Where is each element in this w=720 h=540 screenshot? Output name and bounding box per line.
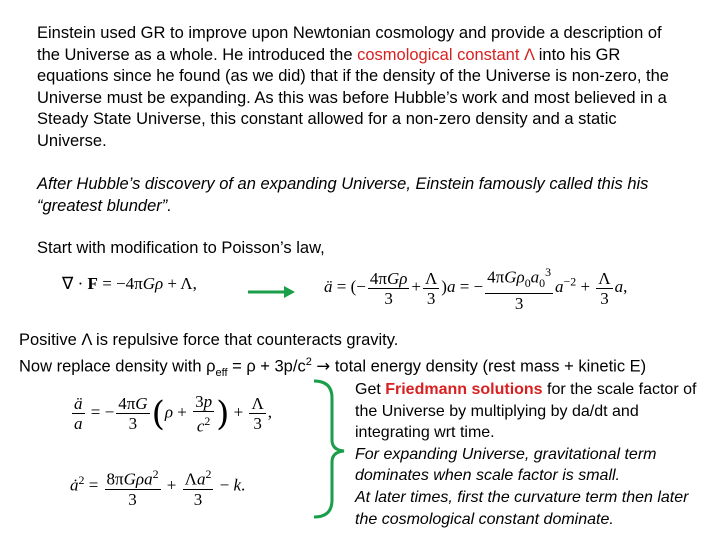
repulsive-force-line: Positive Λ is repulsive force that counteracts gravity. [19,331,399,349]
cosmological-constant-highlight: cosmological constant Λ [357,45,535,64]
arrow-icon [248,285,296,299]
intro-paragraph [37,23,677,152]
friedmann-solutions-highlight: Friedmann solutions [385,381,543,398]
small-scale-note: For expanding Universe, gravitational term dominates when scale factor is small. [355,445,657,485]
later-times-note: At later times, first the curvature term then later the cosmological constant dominate. [355,488,689,528]
poisson-intro: Start with modification to Poisson’s law, [37,239,325,257]
effective-density-line: Now replace density with $\rho_{eff} = \rho + 3p/c^2$ → total energy density (rest mass + kinetic E) [19,355,647,379]
bracket-icon [310,378,350,520]
repulsive-force-paragraph [19,330,646,384]
friedmann-velocity-equation: $ȧ^2$ = $\frac{8\pi G\rho a^2}{3}$ + $\frac{\Lambda a^2}{3}$ − k. [70,467,246,509]
poisson-equation: ∇ · F = −4πGρ + Λ, [62,274,197,293]
intro-text-continued: into his GR equations since he found (as we did) that if the density of the Universe is non-zero, the Universe must be expanding. As this was before Hubble’s work and most believed in a Steady State Universe, this constant allowed for a non-zero density and a static Universe. [37,45,669,150]
right-arrow-icon: → [316,356,331,375]
friedmann-acceleration-equation: $\frac{ä}{a}$ = − $\frac{4\pi G}{3}$ (ρ + $\frac{3p}{c^2}$ ) + $\frac{\Lambda}{3}$ , [74,392,273,436]
friedmann-description: Get Friedmann solutions for the scale factor of the Universe by multiplying by da/dt and integrating wrt time. For expanding Universe, gravitational term dominates when scale factor is small. At later times, first the curvature term then later the cosmological constant dominate. [355,379,715,530]
intro-text: Einstein used GR to improve upon Newtonian cosmology and provide a description of the Universe as a whole. He introduced the [37,24,662,64]
acceleration-equation: ä = (− $\frac{\text{4πGρ}}{3}$ + $\frac{\Lambda}{3}$ )a = − $\frac{4\pi G\rho_0a_0^3}{3}$ $a^{-2}$ + $\frac{\Lambda}{3}$ a, [324,265,628,314]
hubble-paragraph: After Hubble’s discovery of an expanding Universe, Einstein famously called this his “greatest blunder”. [37,175,649,215]
